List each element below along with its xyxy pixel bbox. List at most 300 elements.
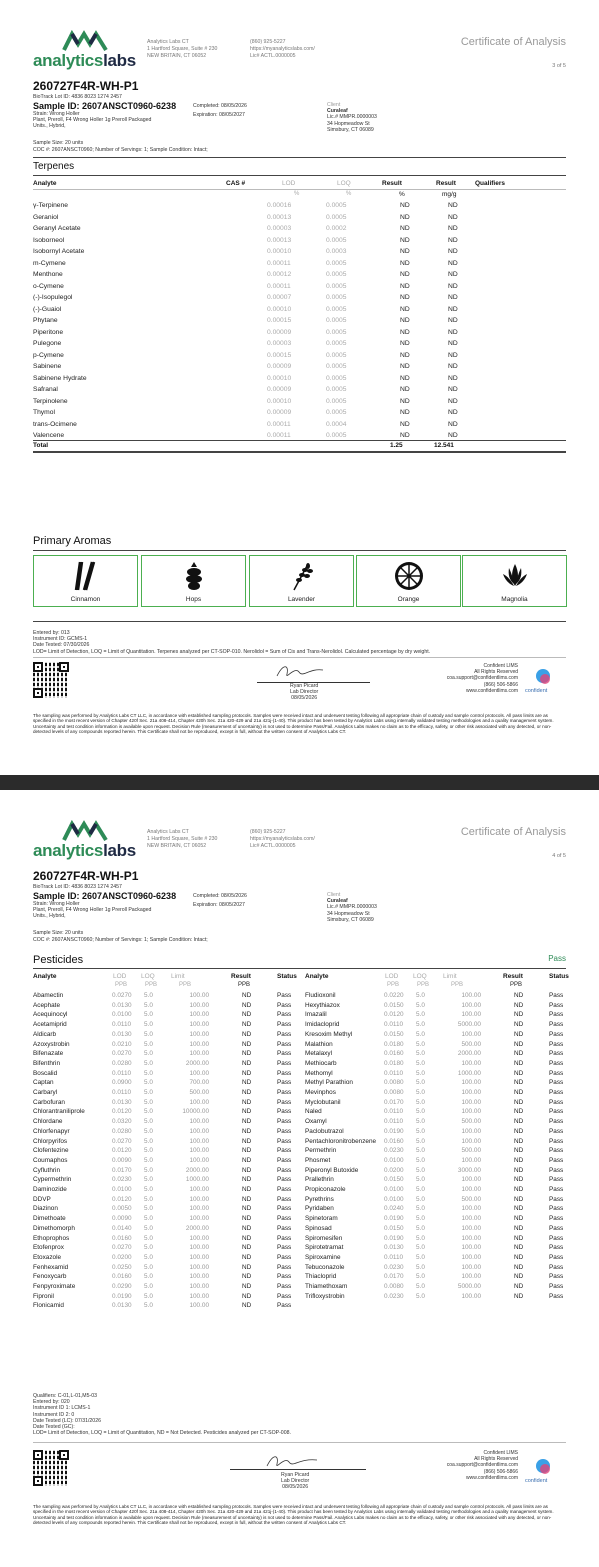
cell-limit: 100.00: [189, 1137, 209, 1145]
cell-limit: 100.00: [189, 1205, 209, 1213]
cell-status: Pass: [277, 1069, 292, 1077]
completed-date: Completed: 08/05/2026: [193, 893, 247, 899]
col-loq: LOQ: [337, 180, 351, 187]
table-row: [33, 247, 566, 259]
cell-limit: 100.00: [189, 1234, 209, 1242]
table-row: [33, 1235, 295, 1245]
cell-status: Pass: [549, 1292, 564, 1300]
cell-loq: 5.0: [144, 1059, 153, 1067]
cell-status: Pass: [549, 1050, 564, 1058]
lab-contact: [250, 39, 315, 60]
cell-loq: 0.0005: [326, 397, 347, 405]
table-row: [305, 1147, 567, 1157]
cell-lod: 0.0180: [384, 1040, 404, 1048]
table-row: [305, 1283, 567, 1293]
cell-result-pct: ND: [400, 317, 410, 324]
cell-lod: 0.0120: [112, 1195, 132, 1203]
signatory-name: Ryan Picard: [290, 683, 319, 689]
cell-analyte: Chlorantraniliprole: [33, 1108, 85, 1116]
cell-loq: 5.0: [144, 1215, 153, 1223]
strain: Strain: Wrong Holler: [33, 901, 80, 907]
cell-result: ND: [514, 1263, 524, 1271]
cell-analyte: Naled: [305, 1108, 322, 1116]
cell-result: ND: [514, 1040, 524, 1048]
cell-result-mg: ND: [448, 236, 458, 244]
cell-lod: 0.0250: [112, 1263, 132, 1271]
signatory-role: Lab Director: [281, 1478, 310, 1485]
cell-limit: 1000.00: [185, 1176, 209, 1184]
cell-result-mg: ND: [448, 213, 458, 221]
page-number: 4 of 5: [552, 853, 566, 859]
table-row: [33, 420, 566, 432]
col-limit: Limit: [443, 973, 457, 980]
cell-lod: 0.0100: [384, 1156, 404, 1164]
aroma-label: Lavender: [287, 596, 316, 603]
unit-lod: %: [294, 191, 300, 197]
disclaimer: The sampling was performed by Analytics Labs CT LLC, in accordance with established sampling protocols. Samples were received intact and underwent testing following all appropriate chain of custody and sample control protocols. All pass limits are as specified in the most recent version of Chapter 420f Sec. 21a 408-414, Chapter 420h Sec. 21a 420-429 and 21a 421j-(1-40). This product has been tested by Analytics Labs using internally validated testing methodologies and a quality management system. Uncertainty and test condition information is available upon request. Decision Rule (measurement of uncertainty) is not used to determine Pass/Fail. Analytics Labs makes no claim as to the efficacy, safety, or other risk associated with any detected, or non-detected levels of any compounds reported herein. This Certificate shall not be reproduced, except in full, without the written consent of Analytics Labs CT.: [33, 1504, 554, 1525]
cell-loq: 0.0005: [326, 236, 347, 244]
cell-loq: 5.0: [144, 1263, 153, 1271]
cell-lod: 0.00015: [267, 317, 292, 324]
cell-lod: 0.0160: [384, 1137, 404, 1145]
cell-result-mg: ND: [448, 248, 458, 255]
cell-loq: 5.0: [416, 1089, 425, 1096]
cell-lod: 0.0090: [112, 1156, 132, 1164]
unit-ppb: PPB: [115, 982, 128, 988]
cell-limit: 100.00: [461, 1176, 481, 1184]
cell-loq: 5.0: [144, 1147, 153, 1155]
client-label: Client: [327, 892, 341, 898]
cell-result-mg: ND: [448, 271, 458, 278]
table-row: [305, 1138, 567, 1148]
cell-limit: 100.00: [461, 1137, 481, 1145]
coa-page-terpenes: [0, 0, 599, 775]
cell-loq: 0.0005: [326, 409, 347, 416]
aroma-orange: [356, 555, 461, 607]
cell-lod: 0.0170: [112, 1166, 132, 1174]
cell-loq: 5.0: [144, 1118, 153, 1126]
unit-ppb: PPB: [510, 982, 523, 988]
cell-lod: 0.0210: [112, 1040, 132, 1048]
table-row: [33, 351, 566, 363]
col-result: Result: [231, 973, 251, 980]
lavender-icon: [286, 560, 318, 592]
cell-analyte: Imazalil: [305, 1011, 327, 1019]
date-tested-lc: Date Tested (LC): 07/31/2026: [33, 1417, 101, 1424]
table-row: [305, 1264, 567, 1274]
cell-loq: 5.0: [416, 1292, 425, 1300]
cell-limit: 500.00: [189, 1089, 209, 1096]
cell-status: Pass: [277, 1166, 292, 1174]
cell-analyte: Sabinene Hydrate: [33, 374, 87, 382]
table-row: [305, 1128, 567, 1138]
method-note: LOD= Limit of Detection, LOQ = Limit of Quantitation, ND = Not Detected. Pesticides analyzed per CT-SOP-008.: [33, 1430, 291, 1437]
cell-lod: 0.0200: [112, 1253, 132, 1261]
cell-loq: 5.0: [416, 1234, 425, 1242]
method-note: LOD= Limit of Detection, LOQ = Limit of Quantitation. Terpenes analyzed per CT-SOP-010. Nerolidol = Sum of Cis and Trans-Nerolidol. Calculated percentage by dry weight.: [33, 648, 431, 655]
cell-analyte: Diazinon: [33, 1205, 58, 1213]
sample-id: Sample ID: 2607ANSCT0960-6238: [33, 101, 177, 111]
cell-analyte: Safranal: [33, 386, 58, 393]
table-row: [33, 1244, 295, 1254]
cell-analyte: Boscalid: [33, 1069, 58, 1077]
cell-result-pct: ND: [400, 225, 410, 232]
table-row: [33, 1011, 295, 1021]
date-tested-gc: Date Tested (GC):: [33, 1424, 75, 1431]
qr-code-icon[interactable]: [33, 1450, 69, 1486]
cell-status: Pass: [277, 1137, 292, 1145]
cell-limit: 100.00: [189, 1069, 209, 1077]
cell-loq: 5.0: [416, 992, 425, 999]
table-row: [33, 213, 566, 225]
cell-status: Pass: [549, 1011, 564, 1019]
cell-lod: 0.0080: [384, 1089, 404, 1096]
units: Units., Hybrid,: [33, 913, 66, 920]
cell-loq: 5.0: [416, 1205, 425, 1213]
cell-lod: 0.0190: [384, 1234, 404, 1242]
cell-status: Pass: [277, 1118, 292, 1126]
unit-result-mg: mg/g: [442, 191, 457, 198]
cell-analyte: Chlorfenapyr: [33, 1127, 70, 1135]
table-row: [305, 1079, 567, 1089]
cell-lod: 0.00003: [267, 225, 292, 232]
lab-addr2: NEW BRITAIN, CT 06052: [147, 53, 207, 59]
client-name: Curaleaf: [327, 108, 348, 115]
aroma-hops: [141, 555, 246, 607]
cell-loq: 5.0: [416, 1059, 425, 1067]
cell-result: ND: [242, 1224, 252, 1232]
cell-loq: 5.0: [416, 1030, 425, 1038]
cell-result-pct: ND: [400, 340, 410, 347]
col-lod: LOD: [113, 973, 127, 980]
cell-loq: 5.0: [416, 1040, 425, 1048]
cell-result: ND: [514, 1021, 524, 1029]
client-address-2: Simsbury, CT 06089: [327, 916, 374, 923]
cell-analyte: o-Cymene: [33, 282, 64, 290]
cell-limit: 100.00: [461, 1059, 481, 1067]
entered-by: Entered by: 020: [33, 1399, 70, 1406]
biotrack-id: BioTrack Lot ID: 4836 8023 1274 2457: [33, 884, 122, 890]
cell-result: ND: [514, 1283, 524, 1290]
cell-lod: 0.00011: [267, 282, 291, 290]
aroma-magnolia: [462, 555, 567, 607]
cell-status: Pass: [549, 1205, 564, 1213]
lab-address: [147, 39, 217, 60]
cell-lod: 0.00013: [267, 236, 292, 244]
cell-result-mg: ND: [448, 340, 458, 347]
table-row: [33, 1157, 295, 1167]
sample-size: Sample Size: 20 units: [33, 140, 84, 146]
section-title: Pesticides: [33, 954, 84, 966]
cell-loq: 0.0005: [326, 202, 347, 209]
table-row: [33, 1283, 295, 1293]
cell-limit: 3000.00: [457, 1166, 481, 1174]
cell-lod: 0.0110: [112, 1021, 132, 1029]
signatory: [281, 1472, 309, 1491]
cell-limit: 5000.00: [457, 1283, 481, 1290]
cell-analyte: Fenpyroximate: [33, 1283, 76, 1290]
cell-analyte: trans-Ocimene: [33, 420, 77, 428]
cell-loq: 0.0005: [326, 351, 347, 359]
cell-analyte: Paclobutrazol: [305, 1127, 344, 1135]
lab-address: [147, 829, 217, 850]
cell-analyte: Acetamiprid: [33, 1021, 67, 1029]
cell-limit: 2000.00: [457, 1050, 481, 1058]
date-tested: Date Tested: 07/30/2026: [33, 642, 90, 649]
cell-lod: 0.00009: [267, 363, 292, 370]
cell-status: Pass: [549, 1137, 564, 1145]
cell-lod: 0.0120: [112, 1147, 132, 1155]
table-row: [33, 374, 566, 386]
lims-url[interactable]: www.confidentlims.com: [466, 1474, 518, 1481]
cell-loq: 0.0005: [326, 340, 347, 347]
test-meta: [33, 1393, 291, 1436]
cell-limit: 100.00: [189, 1127, 209, 1135]
cell-status: Pass: [277, 1030, 292, 1038]
aroma-label: Magnolia: [501, 596, 528, 603]
lims-email[interactable]: coa.support@confidentlims.com: [446, 675, 518, 682]
signature-icon: [275, 662, 325, 682]
cell-analyte: Etofenprox: [33, 1244, 64, 1252]
lab-contact: [250, 829, 315, 850]
table-row: [33, 1215, 295, 1225]
lims-url[interactable]: www.confidentlims.com: [466, 687, 518, 694]
cell-lod: 0.0270: [112, 1137, 132, 1145]
sample-meta: [33, 901, 151, 920]
cell-loq: 0.0005: [326, 317, 347, 324]
lab-url[interactable]: https://myanalyticslabs.com/: [250, 836, 315, 842]
test-meta: [33, 630, 430, 655]
cell-limit: 100.00: [461, 1215, 481, 1223]
table-row: [305, 1108, 567, 1118]
lab-url[interactable]: https://myanalyticslabs.com/: [250, 46, 315, 52]
cell-result: ND: [514, 1273, 524, 1281]
cell-result: ND: [242, 1283, 252, 1290]
cell-result-pct: ND: [400, 213, 410, 221]
cell-result: ND: [514, 1186, 524, 1193]
cell-analyte: Thiacloprid: [305, 1273, 337, 1281]
cell-analyte: Acequinocyl: [33, 1011, 68, 1019]
cell-lod: 0.00016: [267, 202, 292, 209]
cell-loq: 5.0: [144, 1011, 153, 1019]
cell-loq: 0.0005: [326, 305, 347, 313]
cell-status: Pass: [549, 1166, 564, 1174]
cell-lod: 0.00013: [267, 213, 292, 221]
cell-result: ND: [514, 1079, 524, 1087]
table-row: [33, 316, 566, 328]
col-lod: LOD: [282, 180, 296, 187]
table-row: [305, 1167, 567, 1177]
cell-result: ND: [242, 1137, 252, 1145]
cell-loq: 5.0: [416, 1263, 425, 1271]
cell-status: Pass: [549, 1224, 564, 1232]
cell-analyte: Cyfluthrin: [33, 1166, 60, 1174]
logo-part-a: analytics: [33, 51, 104, 70]
cell-loq: 5.0: [144, 1050, 153, 1058]
table-row: [33, 1205, 295, 1215]
col-analyte: Analyte: [305, 973, 329, 980]
cell-lod: 0.00009: [267, 386, 292, 393]
cell-lod: 0.0270: [112, 992, 132, 999]
cell-loq: 0.0005: [326, 213, 347, 221]
table-row: [33, 201, 566, 213]
cell-result: ND: [514, 1108, 524, 1116]
cell-lod: 0.00010: [267, 397, 292, 405]
cell-loq: 5.0: [416, 1011, 425, 1019]
table-row: [33, 1079, 295, 1089]
cell-status: Pass: [277, 1147, 292, 1155]
lims-name: Confident LIMS: [483, 1450, 518, 1456]
cell-limit: 100.00: [189, 1302, 209, 1310]
cell-limit: 5000.00: [457, 1021, 481, 1029]
cell-analyte: Fenoxycarb: [33, 1273, 67, 1281]
cell-lod: 0.0110: [384, 1108, 404, 1116]
cell-loq: 5.0: [416, 1147, 425, 1155]
cell-status: Pass: [549, 1127, 564, 1135]
cell-result: ND: [242, 1108, 252, 1116]
cell-analyte: Hexythiazox: [305, 1001, 340, 1009]
cell-analyte: Methyl Parathion: [305, 1079, 353, 1087]
cell-loq: 0.0005: [326, 363, 347, 370]
cell-status: Pass: [277, 1302, 292, 1310]
cell-limit: 100.00: [461, 1234, 481, 1242]
cell-analyte: Phytane: [33, 317, 58, 324]
table-row: [33, 293, 566, 305]
units: Units., Hybrid,: [33, 123, 66, 130]
expiration-date: Expiration: 08/05/2027: [193, 112, 245, 118]
client-address-1: 34 Hopmeadow St: [327, 910, 370, 917]
cell-result-pct: ND: [400, 236, 410, 244]
cell-loq: 0.0005: [326, 328, 347, 336]
col-analyte: Analyte: [33, 973, 57, 980]
cell-loq: 5.0: [144, 1089, 153, 1096]
cell-lod: 0.0230: [384, 1263, 404, 1271]
cell-limit: 100.00: [461, 1098, 481, 1106]
cell-lod: 0.00010: [267, 248, 292, 255]
cell-result: ND: [514, 1127, 524, 1135]
cell-result: ND: [514, 1166, 524, 1174]
cell-limit: 100.00: [189, 1001, 209, 1009]
coa-title: Certificate of Analysis: [460, 826, 566, 838]
cell-status: Pass: [549, 1108, 564, 1116]
cell-limit: 100.00: [189, 1253, 209, 1261]
logo-part-b: labs: [103, 51, 136, 70]
magnolia-icon: [499, 560, 531, 592]
col-analyte: Analyte: [33, 180, 57, 187]
cell-limit: 100.00: [461, 1079, 481, 1087]
cell-status: Pass: [277, 1195, 292, 1203]
cell-result: ND: [242, 1079, 252, 1087]
cell-loq: 5.0: [416, 1176, 425, 1184]
lims-info: [426, 663, 518, 694]
cell-status: Pass: [277, 1108, 292, 1116]
cell-lod: 0.0130: [112, 1030, 132, 1038]
table-row: [305, 1244, 567, 1254]
cell-loq: 5.0: [144, 1273, 153, 1281]
cell-result: ND: [514, 1176, 524, 1184]
lims-email[interactable]: coa.support@confidentlims.com: [446, 1462, 518, 1469]
cell-lod: 0.00007: [267, 294, 292, 301]
cell-status: Pass: [549, 1215, 564, 1223]
cell-result: ND: [242, 1186, 252, 1193]
col-result-mg: Result: [436, 180, 456, 187]
cell-status: Pass: [277, 1186, 292, 1193]
cell-analyte: Dimethoate: [33, 1215, 66, 1223]
cell-status: Pass: [549, 1118, 564, 1126]
table-row: [33, 328, 566, 340]
aroma-label: Cinnamon: [70, 596, 101, 603]
cell-result-pct: ND: [400, 363, 410, 370]
table-row: [33, 224, 566, 236]
cell-lod: 0.0270: [112, 1050, 132, 1058]
table-row: [305, 1215, 567, 1225]
cell-analyte: Propiconazole: [305, 1186, 346, 1193]
cell-analyte: Bifenthrin: [33, 1059, 60, 1067]
table-row: [33, 1050, 295, 1060]
cell-loq: 5.0: [416, 1127, 425, 1135]
cell-loq: 0.0005: [326, 294, 347, 301]
qr-code-icon[interactable]: [33, 662, 69, 698]
cell-analyte: Chlordane: [33, 1118, 63, 1126]
cell-result: ND: [514, 1137, 524, 1145]
cell-lod: 0.0280: [112, 1059, 132, 1067]
cell-result-pct: ND: [400, 374, 410, 382]
cell-analyte: Malathion: [305, 1040, 333, 1048]
cell-analyte: Fludioxonil: [305, 992, 336, 999]
cell-analyte: Carbofuran: [33, 1098, 65, 1106]
sample-id: Sample ID: 2607ANSCT0960-6238: [33, 891, 177, 901]
cell-result-pct: ND: [400, 397, 410, 405]
table-row: [33, 1302, 295, 1312]
cell-lod: 0.00011: [267, 259, 291, 267]
table-row: [33, 259, 566, 271]
cinnamon-icon: [70, 560, 102, 592]
cell-status: Pass: [549, 1059, 564, 1067]
cell-analyte: Clofentezine: [33, 1147, 69, 1155]
cell-analyte: Imidacloprid: [305, 1021, 340, 1029]
cell-lod: 0.00012: [267, 271, 292, 278]
cell-result: ND: [514, 1089, 524, 1096]
cell-result: ND: [242, 1244, 252, 1252]
cell-loq: 5.0: [144, 1079, 153, 1087]
cell-analyte: Spirotetramat: [305, 1244, 344, 1252]
table-row: [33, 1225, 295, 1235]
cell-analyte: Methiocarb: [305, 1059, 337, 1067]
cell-status: Pass: [277, 1176, 292, 1184]
cell-loq: 5.0: [144, 1040, 153, 1048]
cell-limit: 100.00: [189, 1030, 209, 1038]
lims-rights: All Rights Reserved: [474, 669, 518, 676]
col-status: Status: [277, 973, 297, 980]
cell-loq: 5.0: [416, 1108, 425, 1116]
cell-result: ND: [242, 1292, 252, 1300]
table-row: [33, 1118, 295, 1128]
lab-license: Lic# ACTL.0000005: [250, 843, 296, 849]
cell-limit: 100.00: [461, 1089, 481, 1096]
cell-loq: 5.0: [144, 1030, 153, 1038]
cell-lod: 0.0160: [384, 1050, 404, 1058]
cell-limit: 100.00: [461, 1156, 481, 1164]
cell-loq: 0.0005: [326, 271, 347, 278]
cell-limit: 100.00: [461, 1292, 481, 1300]
cell-lod: 0.0230: [384, 1147, 404, 1155]
cell-result-pct: ND: [400, 305, 410, 313]
cell-analyte: Pentachloronitrobenzene: [305, 1137, 377, 1145]
cell-result: ND: [514, 1224, 524, 1232]
cell-limit: 100.00: [189, 1273, 209, 1281]
signatory-role: Lab Director: [290, 689, 319, 696]
cell-loq: 5.0: [416, 1079, 425, 1087]
